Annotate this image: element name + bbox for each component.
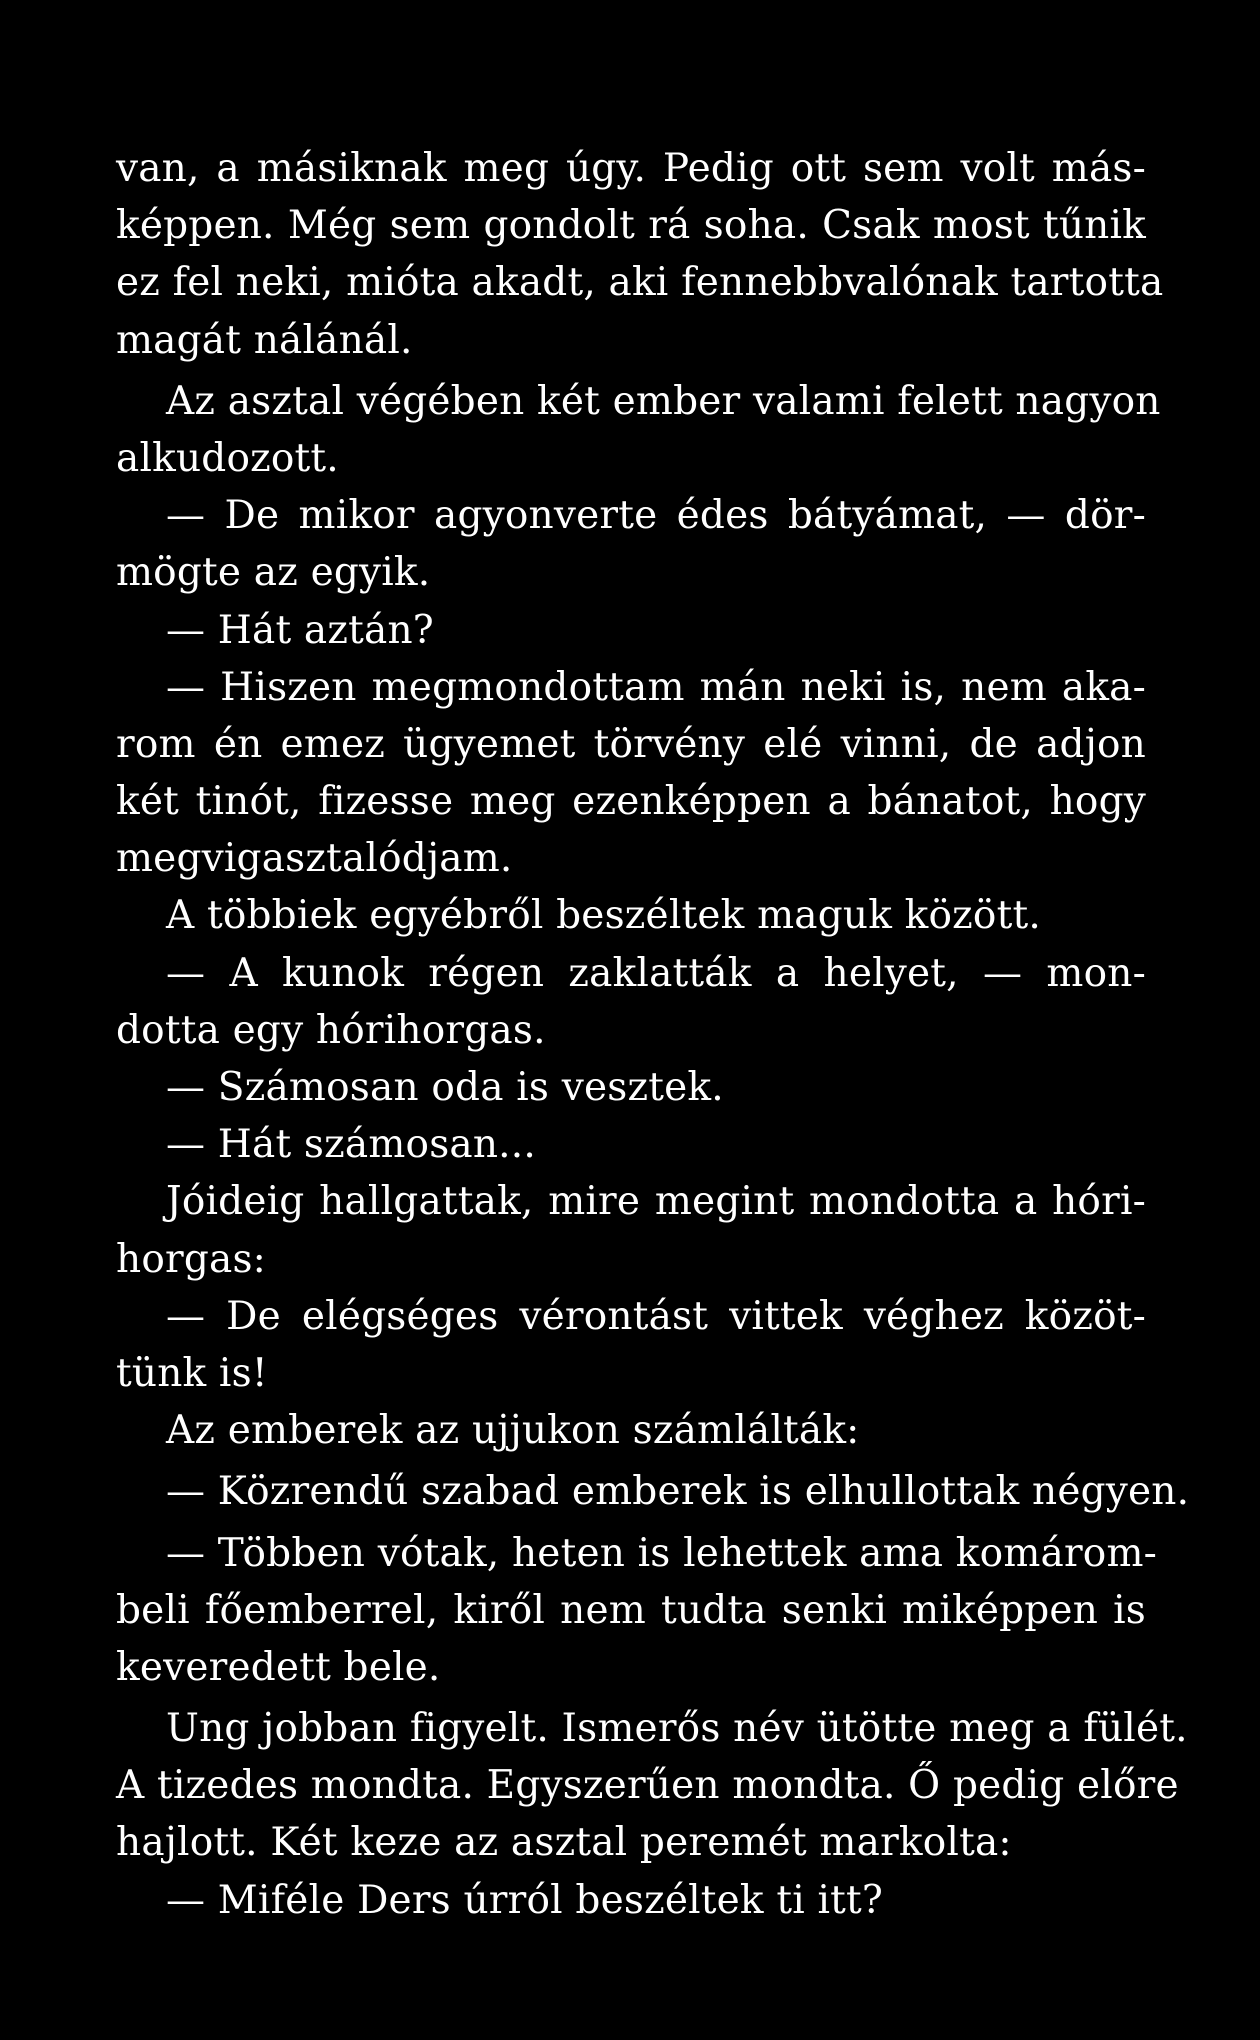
text-line: horgas: [116, 1236, 267, 1282]
text-line: — Közrendű szabad emberek is elhullottak négyen. [166, 1469, 1190, 1515]
text-line: hajlott. Két keze az asztal peremét markolta: [116, 1820, 1012, 1866]
text-line: képpen. Még sem gondolt rá soha. Csak most tűnik [116, 203, 1146, 249]
text-line: — Hát számosan... [166, 1122, 536, 1168]
text-line: — Hát aztán? [166, 607, 434, 653]
text-line: A tizedes mondta. Egyszerűen mondta. Ő pedig előre [116, 1763, 1179, 1809]
text-line: — Többen vótak, heten is lehettek ama komárom- [166, 1530, 1158, 1576]
text-line: Ung jobban figyelt. Ismerős név ütötte meg a fülét. [166, 1706, 1188, 1752]
text-line: — De mikor agyonverte édes bátyámat, — dör- [166, 493, 1146, 539]
body-text [116, 140, 1190, 1929]
text-line: ez fel neki, mióta akadt, aki fennebbvalónak tartotta [116, 260, 1164, 306]
text-line: — Számosan oda is vesztek. [166, 1065, 724, 1110]
text-line: Az asztal végében két ember valami felett nagyon [166, 378, 1161, 424]
text-line: dotta egy hórihorgas. [116, 1007, 546, 1053]
text-line: — A kunok régen zaklatták a helyet, — mon- [166, 950, 1146, 996]
text-line: A többiek egyébről beszéltek maguk között. [166, 893, 1041, 939]
text-line: — De elégséges vérontást vittek véghez közöt- [166, 1293, 1146, 1339]
text-line: két tinót, fizesse meg ezenképpen a bánatot, hogy [116, 779, 1146, 825]
text-line: — Miféle Ders úrról beszéltek ti itt? [166, 1877, 884, 1923]
text-line: tünk is! [116, 1350, 268, 1396]
text-line: mögte az egyik. [116, 550, 431, 596]
text-line: magát nálánál. [116, 317, 413, 363]
text-line: megvigasztalódjam. [116, 836, 513, 882]
text-line: — Hiszen megmondottam mán neki is, nem aka- [166, 664, 1146, 710]
text-line: Az emberek az ujjukon számlálták: [166, 1408, 860, 1454]
text-line: Jóideig hallgattak, mire megint mondotta a hóri- [166, 1179, 1146, 1225]
text-line: rom én emez ügyemet törvény elé vinni, de adjon [116, 721, 1146, 767]
text-line: keveredett bele. [116, 1644, 441, 1690]
text-line: van, a másiknak meg úgy. Pedig ott sem volt más- [116, 146, 1146, 191]
text-line: beli főemberrel, kiről nem tudta senki miképpen is [116, 1587, 1146, 1633]
text-line: alkudozott. [116, 435, 339, 481]
